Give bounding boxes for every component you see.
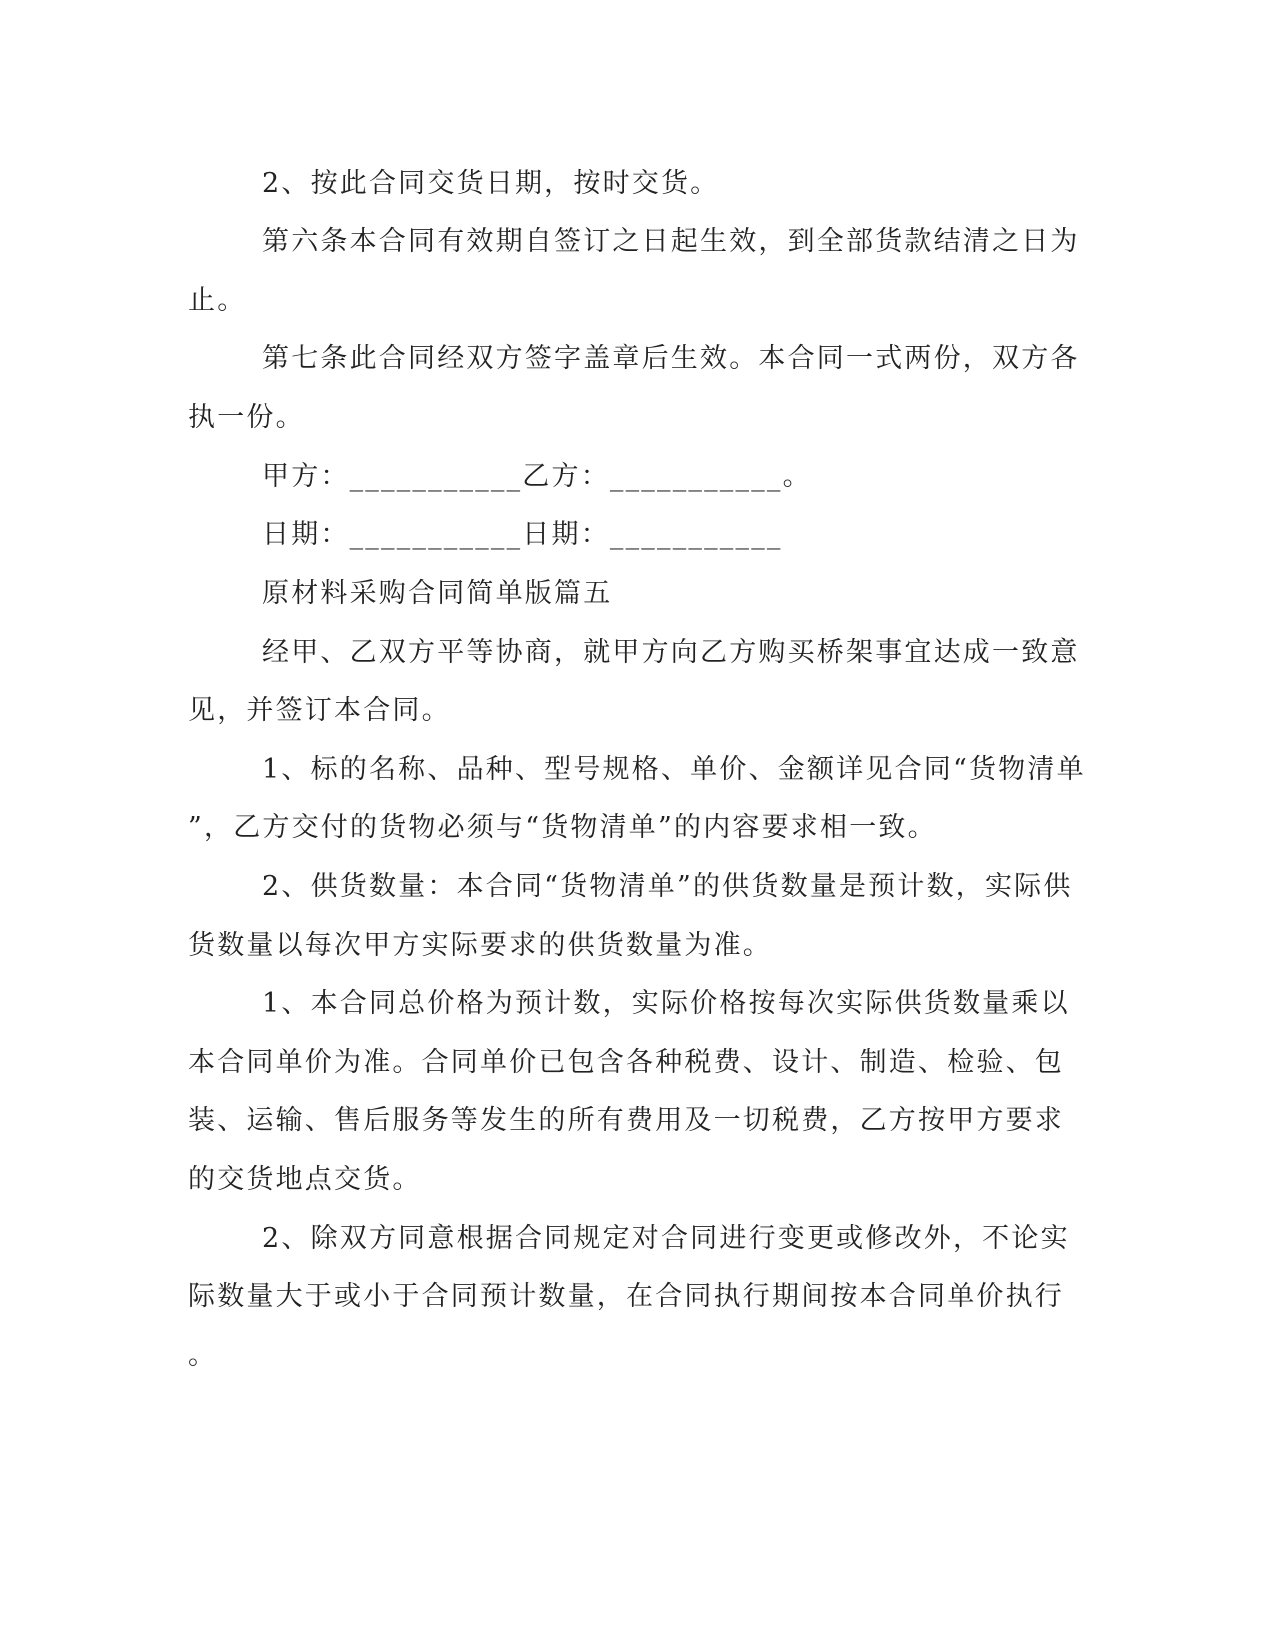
text-line: 际数量大于或小于合同预计数量，在合同执行期间按本合同单价执行: [188, 1281, 1064, 1312]
text-line: 。: [188, 1340, 218, 1371]
text-line: 本合同单价为准。合同单价已包含各种税费、设计、制造、检验、包: [188, 1047, 1064, 1078]
text-line: 执一份。: [188, 402, 305, 433]
signature-line-parties: 甲方：___________乙方：___________。: [262, 461, 812, 492]
text-line: 2、供货数量：本合同“货物清单”的供货数量是预计数，实际供: [262, 871, 1073, 902]
text-line: 装、运输、售后服务等发生的所有费用及一切税费，乙方按甲方要求: [188, 1105, 1064, 1136]
text-line: 第六条本合同有效期自签订之日起生效，到全部货款结清之日为: [262, 226, 1080, 257]
signature-line-dates: 日期：___________日期：___________: [262, 519, 783, 550]
section-heading: 原材料采购合同简单版篇五: [262, 578, 613, 609]
text-line: 2、按此合同交货日期，按时交货。: [262, 168, 720, 199]
text-line: 第七条此合同经双方签字盖章后生效。本合同一式两份，双方各: [262, 343, 1080, 374]
text-line: ”，乙方交付的货物必须与“货物清单”的内容要求相一致。: [188, 812, 937, 843]
text-line: 经甲、乙双方平等协商，就甲方向乙方购买桥架事宜达成一致意: [262, 637, 1080, 668]
text-line: 货数量以每次甲方实际要求的供货数量为准。: [188, 930, 772, 961]
text-line: 的交货地点交货。: [188, 1164, 422, 1195]
text-line: 1、本合同总价格为预计数，实际价格按每次实际供货数量乘以: [262, 988, 1070, 1019]
text-line: 见，并签订本合同。: [188, 695, 451, 726]
text-line: 止。: [188, 285, 247, 316]
text-line: 1、标的名称、品种、型号规格、单价、金额详见合同“货物清单: [262, 754, 1086, 785]
text-line: 2、除双方同意根据合同规定对合同进行变更或修改外，不论实: [262, 1223, 1070, 1254]
